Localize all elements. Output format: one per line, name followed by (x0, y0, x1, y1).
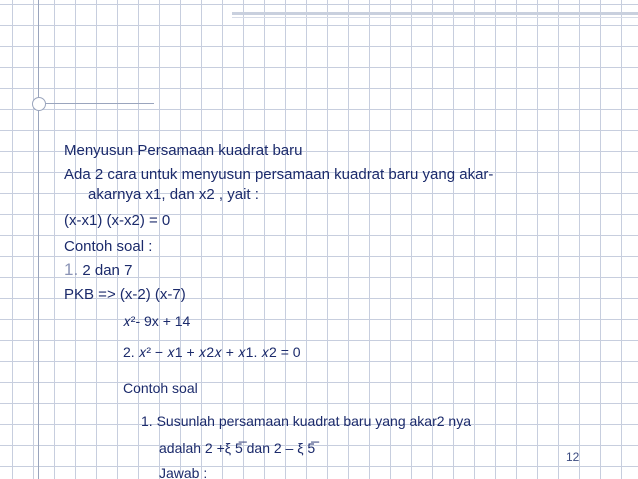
example-heading-2: Contoh soal (123, 380, 198, 396)
page-number: 12 (566, 450, 580, 464)
title-divider-rule (34, 103, 154, 104)
item-number: 1. (64, 260, 79, 279)
top-decoration-rule (232, 12, 638, 15)
answer-label: Jawab : (159, 465, 208, 479)
exercise-line-2: adalah 2 +ξ 5̅ dan 2 – ξ 5̅ (159, 440, 316, 456)
pkb-line: PKB => (x-2) (x-7) (64, 286, 186, 303)
item-text: 2 dan 7 (82, 262, 133, 279)
text-line-intro: Ada 2 cara untuk menyusun persamaan kuadrat baru yang akar- (64, 166, 494, 183)
example-heading: Contoh soal : (64, 238, 153, 255)
divider-circle-ornament (32, 97, 46, 111)
numbered-item-1 (64, 260, 132, 280)
left-margin-rule (38, 0, 39, 479)
quadratic-result: 𝑥²- 9x + 14 (123, 313, 191, 329)
exercise-line-1: 1. Susunlah persamaan kuadrat baru yang akar2 nya (141, 413, 471, 429)
text-line-intro-cont: akarnya x1, dan x2 , yait : (88, 186, 259, 203)
top-decoration-rule-thin (232, 17, 638, 18)
formula-line: (x-x1) (x-x2) = 0 (64, 212, 171, 229)
general-formula: 2. 𝑥² − 𝑥1 + 𝑥2𝑥 + 𝑥1. 𝑥2 = 0 (123, 344, 301, 360)
heading-line: Menyusun Persamaan kuadrat baru (64, 142, 303, 159)
